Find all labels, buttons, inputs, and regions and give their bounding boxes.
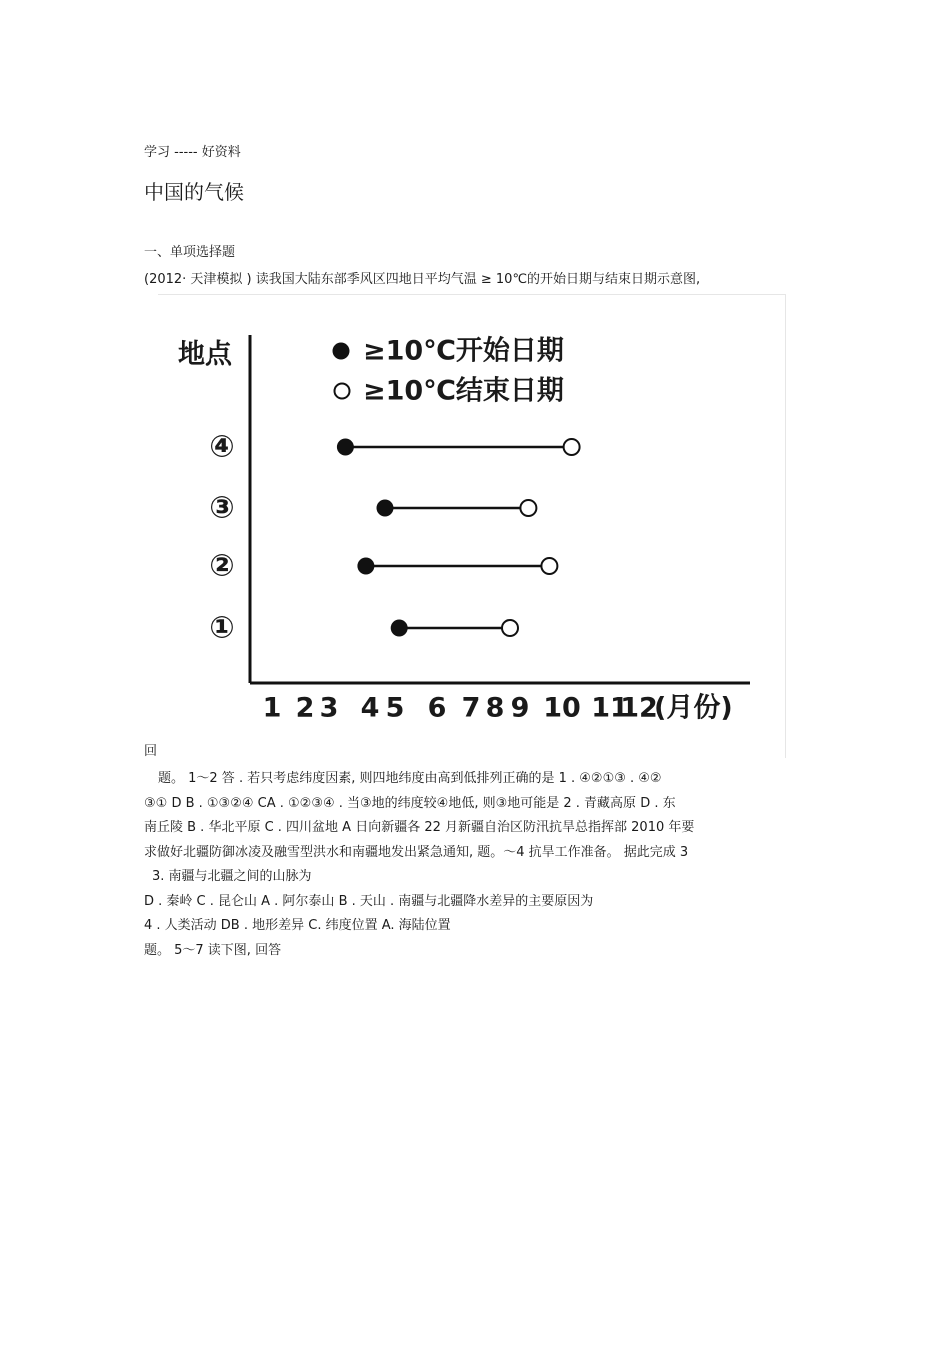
x-tick-label: 8 (485, 692, 505, 724)
x-tick-label: 5 (385, 692, 405, 724)
end-point (564, 439, 580, 455)
x-tick-label: 2 (295, 692, 315, 724)
x-tick-label: 9 (510, 692, 530, 724)
x-tick-label: 12 (620, 692, 658, 724)
x-tick-label: 10 (543, 692, 581, 724)
legend-start-marker (333, 343, 350, 360)
start-point (377, 500, 394, 517)
legend-end-marker (335, 384, 350, 399)
place-label: ② (209, 548, 235, 584)
legend-start-label: ≥10℃开始日期 (363, 335, 564, 367)
page-title: 中国的气候 (144, 180, 244, 204)
end-point (541, 558, 557, 574)
section-heading: 一、单项选择题 (144, 245, 236, 260)
start-point (357, 558, 374, 575)
breadcrumb: 学习 ----- 好资料 (144, 145, 241, 160)
question-body (144, 767, 814, 963)
legend-end-label: ≥10℃结束日期 (363, 375, 564, 407)
stray-char: 回 (144, 744, 158, 759)
temperature-chart (158, 294, 786, 758)
question-line-5: 3. 南疆与北疆之间的山脉为 (152, 869, 312, 884)
question-intro: (2012· 天津模拟 ) 读我国大陆东部季风区四地日平均气温 ≥ 10℃的开始日期与结束日期示意图, (144, 272, 701, 287)
question-line-1: 题。 1～2 答 . 若只考虑纬度因素, 则四地纬度由高到低排列正确的是 1 . ④②①③ . ④② (158, 771, 662, 786)
start-point (391, 620, 408, 637)
place-label: ① (209, 610, 235, 646)
x-tick-label: 4 (360, 692, 380, 724)
question-line-7: 4 . 人类活动 DB . 地形差异 C. 纬度位置 A. 海陆位置 (144, 918, 451, 933)
x-tick-label: 1 (262, 692, 282, 724)
end-point (502, 620, 518, 636)
place-label: ④ (209, 429, 235, 465)
question-line-8: 题。 5～7 读下图, 回答 (144, 942, 282, 958)
y-axis-label: 地点 (178, 339, 232, 370)
x-axis-label: (月份) (654, 692, 733, 724)
question-line-3: 南丘陵 B . 华北平原 C . 四川盆地 A 日向新疆各 22 月新疆自治区防汛抗旱总指挥部 2010 年要 (144, 820, 695, 835)
start-point (337, 439, 354, 456)
place-label: ③ (209, 490, 235, 526)
question-line-2: ③① D B . ①③②④ CA . ①②③④ . 当③地的纬度较④地低, 则③地可能是 2 . 青藏高原 D . 东 (144, 795, 676, 811)
end-point (520, 500, 536, 516)
x-tick-label: 6 (427, 692, 447, 724)
x-tick-label: 3 (319, 692, 339, 724)
x-tick-label: 11 (591, 692, 629, 724)
x-tick-label: 7 (461, 692, 481, 724)
question-line-6: D . 秦岭 C . 昆仑山 A . 阿尔泰山 B . 天山 . 南疆与北疆降水差异的主要原因为 (144, 893, 594, 909)
question-line-4: 求做好北疆防御冰凌及融雪型洪水和南疆地发出紧急通知, 题。～4 抗旱工作准备。 据此完成 3 (144, 844, 689, 860)
